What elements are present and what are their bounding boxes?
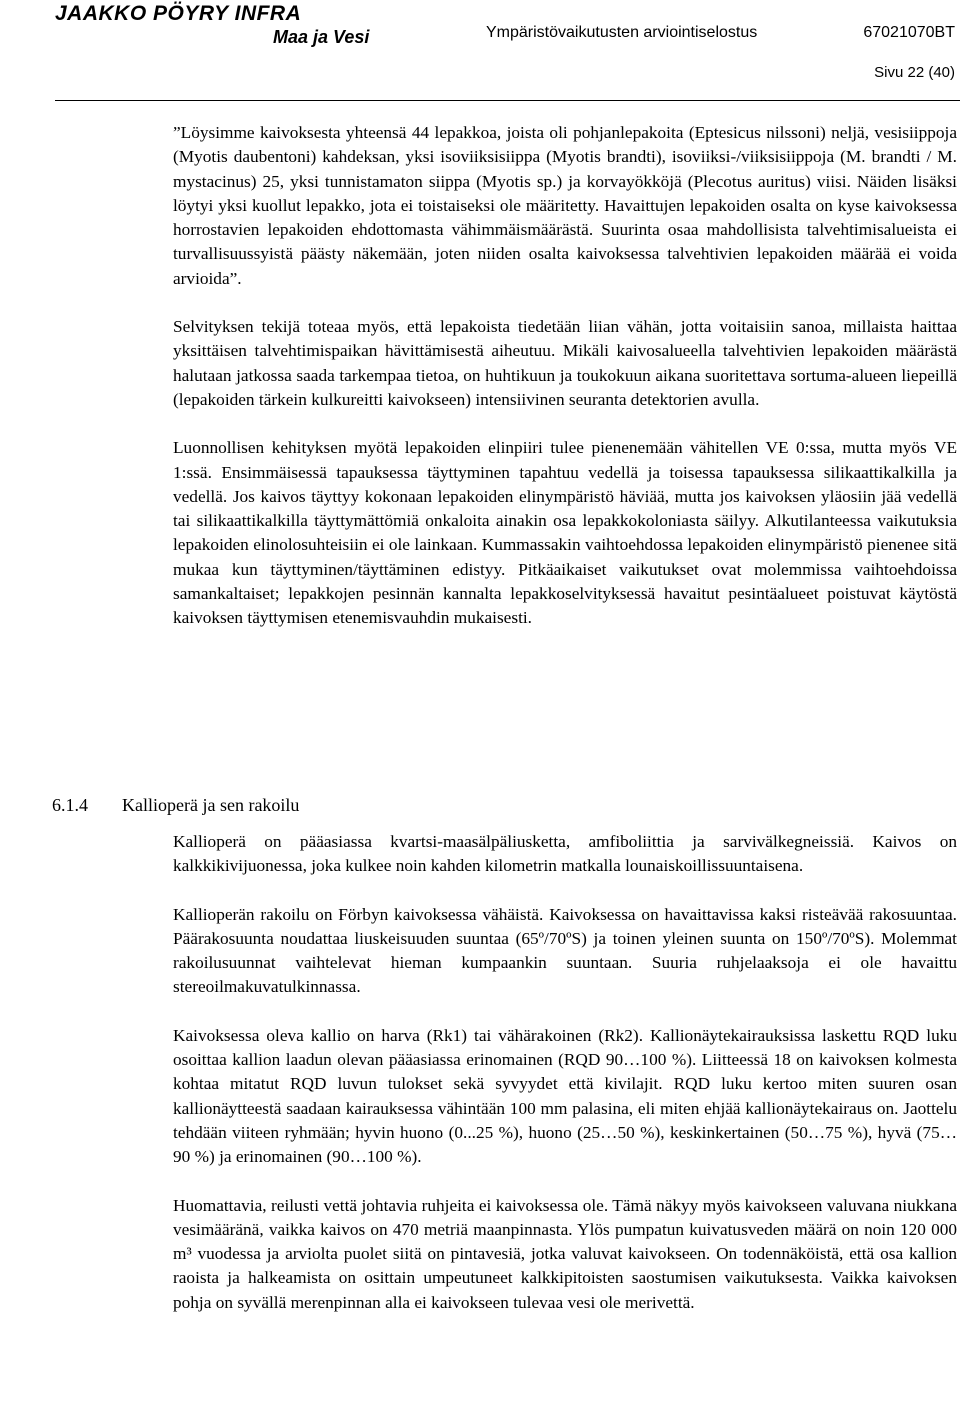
logo-division-name: Maa ja Vesi xyxy=(273,27,370,47)
paragraph-natural-development: Luonnollisen kehityksen myötä lepakoiden elinpiiri tulee pienenemään vähitellen VE 0:ssa, mutta myös VE 1:ssä. Ensimmäisessä tapauksessa täyttyminen tapahtuu vedellä ja toisessa tapauksessa silikaattikalkilla ja vedellä. Jos kaivos täyttyy kokonaan lepakoiden elinympäristö häviää, mutta jos kaivoksen yläosiin jää vedellä tai silikaattikalkilla täyttymättömiä onkaloita ainakin osa lepakkokoloniasta säilyy. Alkutilanteessa vaikutuksia lepakoiden elinolosuhteisiin ei ole lainkaan. Kummassakin vaihtoehdossa lepakoiden elinympäristö pienenee sitä mukaa kun täyttyminen/täyttäminen edistyy. Pitkäaikaiset vaikutukset ovat molemmissa vaihtoehdoissa samankaltaiset; lepakkojen pesinnän kannalta lepakkoselvityksessä havaitut pesintäalueet poistuvat käytöstä kaivoksen täyttymisen etenemisvauhdin mukaisesti. xyxy=(173,438,957,628)
logo-company-name: JAAKKO PÖYRY INFRA xyxy=(55,2,302,25)
section-title: Kallioperä ja sen rakoilu xyxy=(122,795,300,815)
header-divider xyxy=(55,100,960,101)
section-heading xyxy=(52,795,299,816)
paragraph-bedrock-fracturing: Kallioperän rakoilu on Förbyn kaivoksessa vähäistä. Kaivoksessa on havaittavissa kaksi risteävää rakosuuntaa. Päärakosuunta noudattaa liuskeisuuden suuntaa (65º/70ºS) ja toinen yleinen suunta on 150º/70ºS). Molemmat rakoilusuunnat vaihtelevat hieman kumpaankin suuntaan. Suuria ruhjelaaksoja ei ole havaittu stereoilmakuvatulkinnassa. xyxy=(173,904,957,997)
page-number: Sivu 22 (40) xyxy=(874,64,955,81)
paragraph-water-conduction: Huomattavia, reilusti vettä johtavia ruhjeita ei kaivoksessa ole. Tämä näkyy myös kaivokseen valuvana niukkana vesimääränä, vaikka kaivos on 470 metriä maanpinnasta. Ylös pumpatun kuivatusveden määrä on noin 120 000 m³ vuodessa ja arviolta puolet siitä on pintavesiä, jotka valuvat kaivokseen. On todennäköistä, että osa kallion raoista ja halkeamista on osittain umpeutuneet kalkkipitoisten saostumisen vaikutuksesta. Vaikka kaivoksen pohja on syvällä merenpinnan alla ei kaivokseen tulevaa vesi ole merivettä. xyxy=(173,1195,957,1312)
document-number: 67021070BT xyxy=(863,24,955,41)
section-number: 6.1.4 xyxy=(52,795,88,815)
page-header xyxy=(0,0,960,108)
paragraph-quote-bat-survey: ”Löysimme kaivoksesta yhteensä 44 lepakkoa, joista oli pohjanlepakoita (Eptesicus nilssoni) neljä, vesisiippoja (Myotis daubentoni) kahdeksan, yksi isoviiksisiippa (Myotis brandti), isoviiksi-/viiksisiippoja (M. brandti / M. mystacinus) 25, yksi tunnistamaton siippa (Myotis sp.) ja korvayökköjä (Plecotus auritus) viisi. Näiden lisäksi löytyi yksi kuollut lepakko, jota ei toistaiseksi ole määritetty. Havaittujen lepakoiden osalta on kyse kaivoksessa horrostavien lepakoiden ehdottomasta vähimmäismäärästä. Suurinta osaa mahdollisista talvehtimisalueista ei turvallisuussyistä päästy näkemään, joten niiden osalta kaivoksessa talvehtivien lepakoiden määrää ei voida arvioida”. xyxy=(173,123,957,288)
company-logo xyxy=(55,2,369,48)
paragraph-rqd-quality: Kaivoksessa oleva kallio on harva (Rk1) tai vähärakoinen (Rk2). Kallionäytekairauksissa laskettu RQD luku osoittaa kallion laadun olevan pääasiassa erinomainen (RQD 90…100 %). Liitteessä 18 on kaivoksen kolmesta kohtaa mitatut RQD luvun tulokset sekä syvyydet että kivilajit. RQD luku kertoo miten suuren osan kallionäytteestä saadaan kairauksessa vähintään 100 mm palasina, eli miten ehjää kallionäytekairaus on. Jaottelu tehdään viiteen ryhmään; hyvin huono (0...25 %), huono (25…50 %), keskinkertainen (50…75 %), hyvä (75…90 %) ja erinomainen (90…100 %). xyxy=(173,1025,957,1167)
document-title: Ympäristövaikutusten arviointiselostus xyxy=(486,24,758,41)
paragraph-survey-author-notes: Selvityksen tekijä toteaa myös, että lepakoista tiedetään liian vähän, jotta voitaisiin sanoa, millaista haittaa yksittäisen talvehtimispaikan hävittämisestä aiheutuu. Mikäli kaivosalueella talvehtivien lepakoiden määrästä halutaan jatkossa saada tarkempaa tietoa, on huhtikuun ja toukokuun aikana suoritettava sortuma-alueen liepeillä (lepakoiden tärkein kulkureitti kaivokseen) intensiivinen seuranta detektorien avulla. xyxy=(173,317,957,409)
paragraph-bedrock-composition: Kallioperä on pääasiassa kvartsi-maasälpäliusketta, amfiboliittia ja sarvivälkegneissiä. Kaivos on kalkkikivijuonessa, joka kulkee noin kahden kilometrin matkalla lounaiskoillissuuntaisena. xyxy=(173,832,957,876)
body-text-section xyxy=(173,830,957,1339)
body-text-upper xyxy=(173,121,957,655)
